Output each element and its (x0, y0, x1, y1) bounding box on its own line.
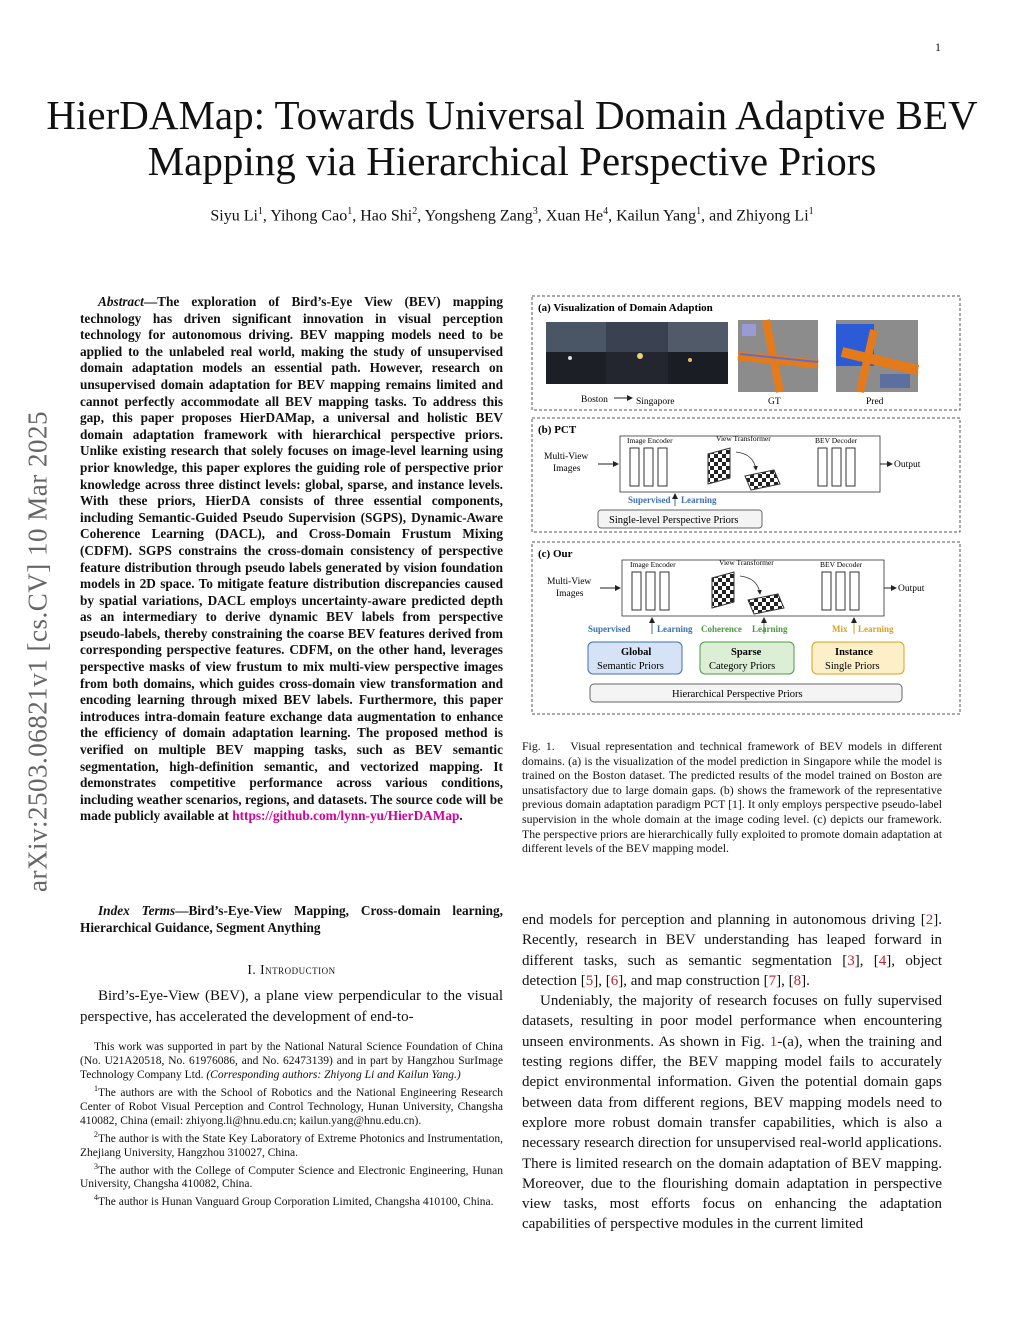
learning-label: Learning (681, 495, 717, 505)
figure-caption: Fig. 1. Visual representation and technical framework of BEV models in different domains. (a) is the visualization of the model prediction in Singapore while the model is trained on the Boston dataset. The predicted results of the model trained on Boston are unsatisfactory due to large domain gaps. (b) shows the framework of the representative previous domain adaptation paradigm PCT [1]. It only employs perspective pseudo-label supervision in the whole domain at the image coding level. (c) depicts our framework. The perspective priors are hierarchically fully exploited to promote domain adaptation at different levels of the BEV mapping model. (522, 739, 942, 856)
coherence-label: Coherence (701, 624, 742, 634)
right-column-body (522, 910, 942, 1235)
abstract-label: Abstract (98, 294, 144, 309)
svg-text:Output: Output (898, 584, 925, 594)
abstract: Abstract—The exploration of Bird’s-Eye View (BEV) mapping technology has driven significant innovation in visual perception technology for autonomous driving. BEV mapping models need to be applied to the unlabeled real world, making the study of unsupervised domain adaptation models an essential path. However, research on unsupervised domain adaptation for BEV mapping remains limited and cannot perfectly accommodate all BEV mapping tasks. To address this gap, this paper proposes HierDAMap, a universal and holistic BEV domain adaptation framework with hierarchical perspective priors. Unlike existing research that solely focuses on image-level learning using prior knowledge, this paper explores the guiding role of perspective prior knowledge across three distinct levels: global, sparse, and instance levels. With these priors, HierDA consists of three essential components, including Semantic-Guided Pseudo Supervision (SGPS), Dynamic-Aware Coherence Learning (DACL), and Cross-Domain Frustum Mixing (CDFM). SGPS constrains the cross-domain consistency of perspective feature distribution through pseudo labels generated by vision foundation models in 2D space. To mitigate feature distribution discrepancies caused by spatial variations, DACL employs uncertainty-aware predicted depth as an intermediary to derive dynamic BEV labels from perspective pseudo-labels, thereby constraining the coarse BEV features derived from corresponding perspective features. CDFM, on the other hand, leverages perspective masks of view frustum to mix multi-view perspective images from both domains, which guides cross-domain view transformation and encoding learning through mixed BEV labels. Furthermore, this paper introduces intra-domain feature exchange data augmentation to enhance the efficiency of domain adaptation learning. The proposed method is verified on multiple BEV mapping tasks, such as BEV semantic segmentation, high-definition semantic, and vectorized mapping. It demonstrates competitive performance across various conditions, including weather scenarios, regions, and datasets. The source code will be made publicly available at https://github.com/lynn-yu/HierDAMap. (80, 294, 503, 824)
global-sub: Semantic Priors (597, 661, 664, 672)
ref-link[interactable]: 7 (768, 972, 777, 989)
figure-diagram (530, 294, 964, 718)
author: Xuan He (545, 207, 604, 225)
panel-a-title: (a) Visualization of Domain Adaption (538, 302, 713, 314)
ref-link[interactable]: 3 (847, 952, 855, 969)
author: Kailun Yang (616, 207, 697, 225)
image-encoder-label: Image Encoder (627, 436, 673, 445)
svg-text:Learning: Learning (752, 624, 788, 634)
author-list: Siyu Li$^1$, Yihong Cao$^1$, Hao Shi$^2$, Yongsheng Zang$^3$, Xuan He$^4$, Kailun Yang$^1$, and Zhiyong Li$^1$ (210, 206, 814, 225)
view-transformer-label: View Transformer (716, 434, 771, 443)
svg-text:Learning: Learning (858, 624, 894, 634)
global-title: Global (621, 647, 652, 658)
github-link[interactable]: https://github.com/lynn-yu/HierDAMap (232, 808, 460, 824)
author: Yihong Cao (270, 207, 348, 225)
instance-title: Instance (835, 647, 873, 658)
label-pred: Pred (866, 397, 884, 407)
label-gt: GT (768, 397, 781, 407)
figure-ref-link[interactable]: 1 (769, 1033, 778, 1050)
instance-sub: Single Priors (825, 661, 880, 672)
ref-link[interactable]: 8 (793, 972, 802, 989)
single-level-label: Single-level Perspective Priors (609, 515, 739, 526)
sparse-title: Sparse (731, 647, 762, 658)
panel-c-title: (c) Our (538, 548, 573, 560)
affiliation-note: $^3$The author with the College of Computer Science and Electronic Engineering, Hunan University, Changsha 410082, China. (80, 1161, 503, 1191)
hierarchical-label: Hierarchical Perspective Priors (672, 689, 803, 700)
footnotes (80, 1040, 503, 1209)
author: Zhiyong Li (736, 207, 809, 225)
camera-images (546, 322, 728, 384)
ref-link[interactable]: 2 (925, 912, 934, 928)
author: Yongsheng Zang (424, 207, 533, 225)
svg-text:Supervised: Supervised (588, 624, 631, 634)
gt-map (738, 320, 818, 392)
label-singapore: Singapore (636, 397, 675, 407)
page-number: 1 (935, 40, 941, 54)
svg-text:Learning: Learning (657, 624, 693, 634)
section-heading: I. Introduction (247, 962, 336, 977)
svg-text:BEV Decoder: BEV Decoder (820, 560, 863, 569)
ref-link[interactable]: 6 (610, 972, 619, 989)
author: Siyu Li (210, 207, 258, 225)
intro-paragraph: Bird’s-Eye-View (BEV), a plane view perpendicular to the visual perspective, has accelerated the development of end-to- (80, 988, 503, 1025)
mix-label: Mix (832, 624, 848, 634)
label-boston: Boston (581, 395, 608, 405)
paper-title: HierDAMap: Towards Universal Domain Adaptive BEV Mapping via Hierarchical Perspective Priors (46, 92, 978, 184)
paragraph: Undeniably, the majority of research focuses on fully supervised datasets, resulting in poor model performance when encountering unseen environments. As shown in Fig. 1-(a), when the training and testing regions differ, the BEV mapping model fails to accurately depict environmental information. Given the potential domain gaps between data from different regions, BEV mapping models need to explore more robust domain transfer capabilities, which is also a necessary research direction for unsupervised real-world applications. There is limited research on the domain adaptation of BEV mapping. Moreover, due to the flourishing domain adaptation in perspective view tasks, most efforts focus on enhancing the adaptation capabilities of perspective modules in the current limited (522, 993, 942, 1233)
figure-1 (530, 294, 964, 718)
sparse-sub: Category Priors (709, 661, 776, 672)
panel-b-title: (b) PCT (538, 424, 577, 436)
paragraph: end models for perception and planning in autonomous driving [2]. Recently, research in BEV understanding has leaped forward in different tasks, such as semantic segmentation [3], [4], object detection [5], [6], and map construction [7], [8]. (522, 912, 942, 989)
ref-link[interactable]: 5 (585, 972, 594, 989)
images-label: Images (553, 464, 581, 474)
affiliation-note: $^2$The author is with the State Key Laboratory of Extreme Photonics and Instrumentation, Zhejiang University, Hangzhou 310027, China. (80, 1129, 503, 1159)
affiliation-note: $^1$The authors are with the School of Robotics and the National Engineering Research Center of Robot Visual Perception and Control Technology, Hunan University, Changsha 410082, China (email: zhiyong.li@hnu.edu.cn; kailun.yang@hnu.edu.cn). (80, 1084, 503, 1127)
author: Hao Shi (360, 207, 413, 225)
index-terms: Index Terms—Bird’s-Eye-View Mapping, Cross-domain learning, Hierarchical Guidance, Segment Anything (80, 903, 503, 935)
output-label: Output (894, 460, 921, 470)
pred-map (836, 320, 918, 392)
multi-view-label: Multi-View (544, 452, 589, 462)
svg-text:Image Encoder: Image Encoder (630, 560, 676, 569)
affiliation-note: $^4$The author is Hunan Vanguard Group Corporation Limited, Changsha 410100, China. (94, 1193, 494, 1209)
svg-text:View Transformer: View Transformer (719, 558, 774, 567)
svg-text:Multi-View: Multi-View (547, 577, 592, 587)
bev-decoder-label: BEV Decoder (815, 436, 858, 445)
arxiv-stamp: arXiv:2503.06821v1 [cs.CV] 10 Mar 2025 (22, 411, 53, 892)
funding-note: This work was supported in part by the National Natural Science Foundation of China (No. U21A20518, No. 61976086, and No. 62473139) and in part by Hangzhou SurImage Technology Company Ltd. (Corresponding authors: Zhiyong Li and Kailun Yang.) (80, 1041, 503, 1081)
ref-link[interactable]: 4 (878, 952, 887, 969)
supervised-label: Supervised (628, 495, 671, 505)
svg-text:Images: Images (556, 589, 584, 599)
